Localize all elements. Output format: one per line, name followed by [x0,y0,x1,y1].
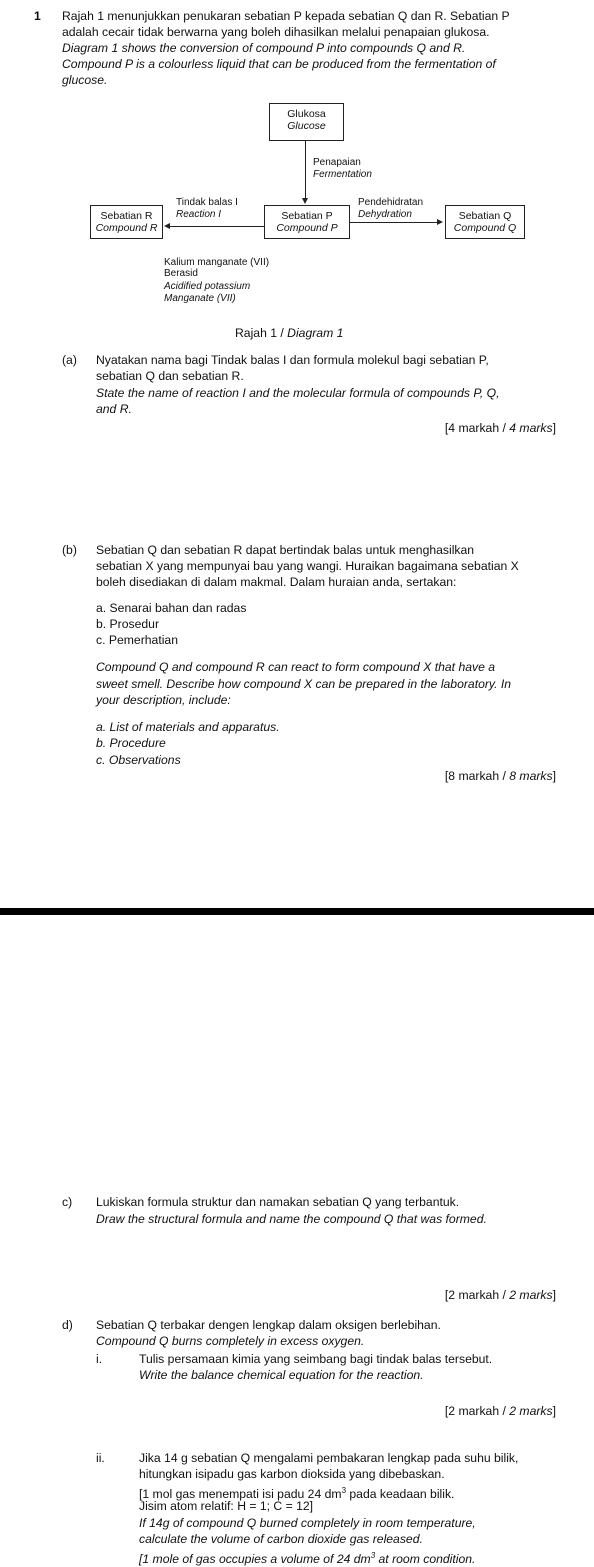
part-d-i-marks [445,1404,556,1419]
part-c-marks-end: ] [552,1288,556,1302]
part-d-ms-1: Sebatian Q terbakar dengen lengkap dalam oksigen berlebihan. [96,1318,441,1332]
part-c-marks-en: 2 marks [509,1288,553,1302]
part-b-en-1: Compound Q and compound R can react to form compound X that have a [96,660,496,674]
part-b-en-3: your description, include: [96,693,231,707]
part-d-ii-label: ii. [96,1451,105,1465]
part-b-list-en-3: c. Observations [96,753,181,767]
part-a-ms-2: sebatian Q dan sebatian R. [96,369,244,383]
part-b-en-2: sweet smell. Describe how compound X can be prepared in the laboratory. In [96,677,512,691]
caption-ms: Rajah 1 / [235,326,288,340]
part-d-i-marks-end: ] [552,1404,556,1418]
question-number: 1 [34,9,41,23]
part-d-ii-ms-3-sup: 3 [341,1486,347,1495]
part-d-ii-en-2: calculate the volume of carbon dioxide gas released. [139,1532,423,1546]
part-d-i-ms: Tulis persamaan kimia yang seimbang bagi tindak balas tersebut. [139,1352,493,1366]
part-d-ii-ms-4: Jisim atom relatif: H = 1; C = 12] [139,1499,314,1513]
box-compound-r [90,205,163,239]
kmno4-en-1: Acidified potassium [164,281,251,292]
part-d-ii-en-3b: at room condition. [375,1552,476,1567]
dehydration-ms: Pendehidratan [358,197,424,208]
dehydration-en: Dehydration [358,209,412,220]
glucose-en: Glucose [287,120,326,132]
reaction1-en: Reaction I [176,209,222,220]
part-b-marks-end: ] [552,769,556,783]
part-d-ii-ms-1: Jika 14 g sebatian Q mengalami pembakaran lengkap pada suhu bilik, [139,1451,519,1465]
glucose-ms: Glukosa [287,108,326,120]
diagram-1 [0,0,594,340]
part-c-ms-1: Lukiskan formula struktur dan namakan sebatian Q yang terbantuk. [96,1195,460,1209]
p-en: Compound P [276,222,338,234]
part-d-ii-en-3 [139,1548,475,1567]
fermentation-en: Fermentation [313,169,372,180]
arrow-fermentation-line [305,141,306,199]
part-d-en-1: Compound Q burns completely in excess oxygen. [96,1334,365,1348]
caption-en: Diagram 1 [287,326,344,340]
page-break-bar [0,908,594,915]
part-b-label: (b) [62,543,77,557]
part-d-ii-ms-3a: [1 mol gas menempati isi padu 24 dm [139,1487,342,1502]
part-b-list-ms-3: c. Pemerhatian [96,633,178,647]
part-b-ms-3: boleh disediakan di dalam makmal. Dalam huraian anda, sertakan: [96,575,457,589]
fermentation-ms: Penapaian [313,157,361,168]
part-b-marks-ms: [8 markah / [444,769,510,783]
box-compound-q [445,205,525,239]
part-b-ms-2: sebatian X yang mempunyai bau yang wangi. Huraikan bagaimana sebatian X [96,559,519,573]
arrow-reaction1-head [164,223,170,229]
part-c-marks-ms: [2 markah / [444,1288,510,1302]
part-b-ms-1: Sebatian Q dan sebatian R dapat bertindak balas untuk menghasilkan [96,543,475,557]
part-a-ms-1: Nyatakan nama bagi Tindak balas I dan formula molekul bagi sebatian P, [96,353,489,367]
part-b-list-ms-1: a. Senarai bahan dan radas [96,601,247,615]
part-b-marks-en: 8 marks [509,769,553,783]
part-a-marks-ms: [4 markah / [444,421,510,435]
intro-en-3: glucose. [62,73,108,87]
box-glucose [269,103,344,141]
intro-en-1: Diagram 1 shows the conversion of compound P into compounds Q and R. [62,41,466,55]
kmno4-en-2: Manganate (VII) [164,293,236,304]
r-en: Compound R [95,222,158,234]
arrow-reaction1-line [170,226,264,227]
diagram-caption [235,326,343,341]
part-b-list-en-2: b. Procedure [96,736,166,750]
part-d-ii-en-3-sup: 3 [370,1551,376,1560]
part-d-ii-ms-3b: pada keadaan bilik. [346,1487,455,1502]
part-b-marks [445,769,556,784]
part-d-label: d) [62,1318,73,1332]
kmno4-ms-1: Kalium manganate (VII) [164,257,270,268]
q-en: Compound Q [453,222,517,234]
part-d-ii-ms-2: hitungkan isipadu gas karbon dioksida yang dibebaskan. [139,1467,445,1481]
part-a-label: (a) [62,353,77,367]
part-b-list-en-1: a. List of materials and apparatus. [96,720,280,734]
part-d-ii-en-3a: [1 mole of gas occupies a volume of 24 dm [139,1552,371,1567]
kmno4-ms-2: Berasid [164,268,198,279]
part-d-i-marks-en: 2 marks [509,1404,553,1418]
intro-ms-1: Rajah 1 menunjukkan penukaran sebatian P kepada sebatian Q dan R. Sebatian P [62,9,510,23]
part-a-marks-en: 4 marks [509,421,553,435]
r-ms: Sebatian R [100,210,153,222]
part-a-en-1: State the name of reaction I and the molecular formula of compounds P, Q, [96,386,500,400]
reaction1-ms: Tindak balas I [176,197,238,208]
part-a-marks [445,421,556,436]
p-ms: Sebatian P [281,210,333,222]
part-d-i-marks-ms: [2 markah / [444,1404,510,1418]
arrow-fermentation-head [302,198,308,204]
q-ms: Sebatian Q [458,210,512,222]
part-a-marks-end: ] [552,421,556,435]
arrow-dehydration-line [350,222,438,223]
part-b-list-ms-2: b. Prosedur [96,617,160,631]
part-d-ii-en-1: If 14g of compound Q burned completely in room temperature, [139,1516,476,1530]
part-c-marks [445,1288,556,1303]
arrow-dehydration-head [437,219,443,225]
part-c-en-1: Draw the structural formula and name the compound Q that was formed. [96,1212,487,1226]
part-a-en-2: and R. [96,402,132,416]
part-c-label: c) [62,1195,73,1209]
intro-ms-2: adalah cecair tidak berwarna yang boleh dihasilkan melalui penapaian glukosa. [62,25,490,39]
intro-en-2: Compound P is a colourless liquid that can be produced from the fermentation of [62,57,496,71]
box-compound-p [264,205,350,239]
part-d-i-en: Write the balance chemical equation for the reaction. [139,1368,424,1382]
part-d-i-label: i. [96,1352,103,1366]
